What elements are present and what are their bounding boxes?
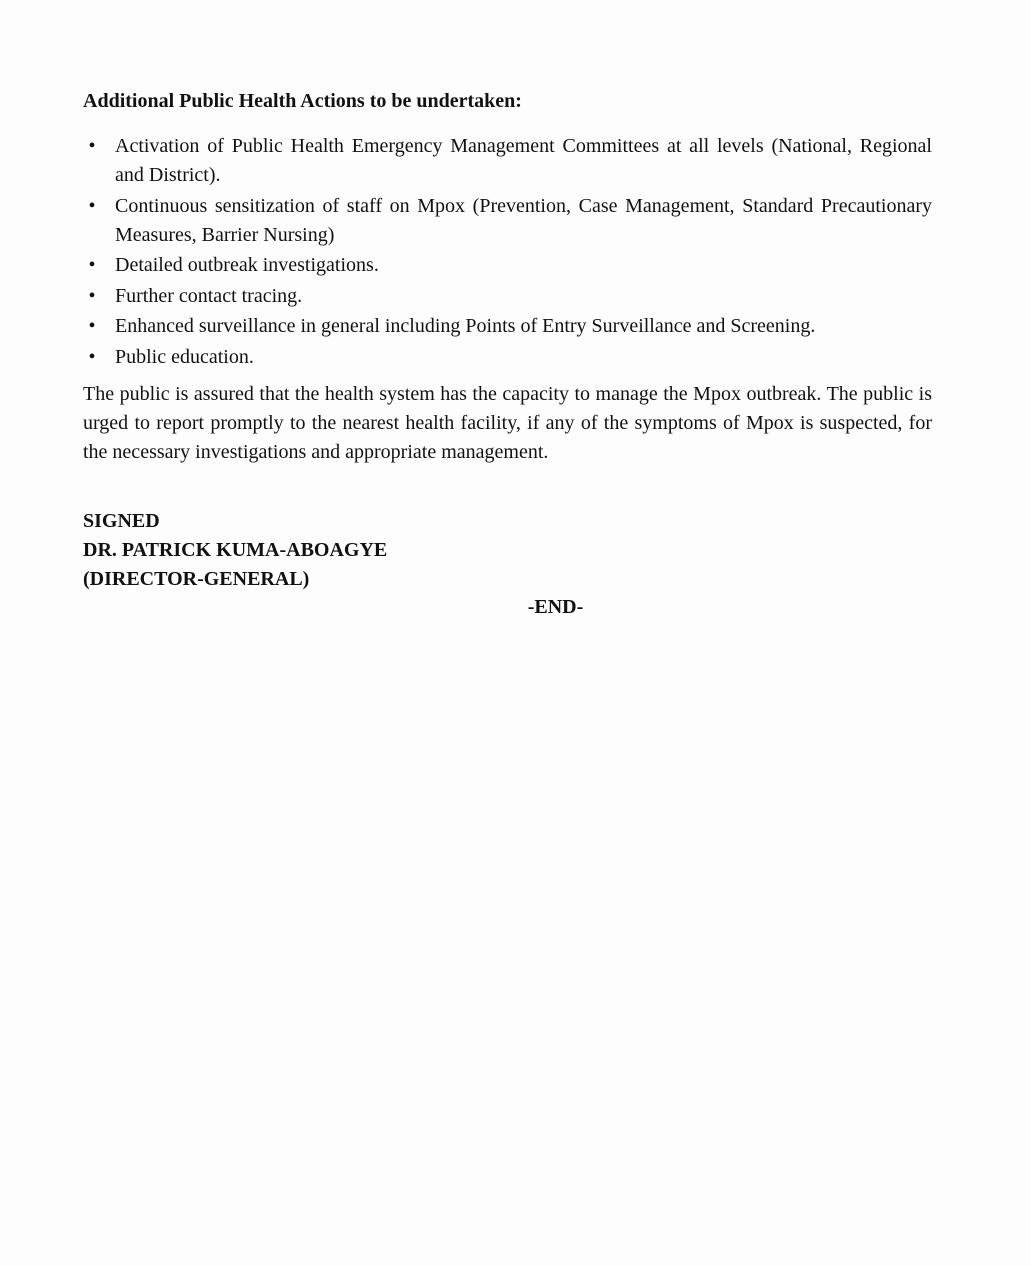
closing-paragraph: The public is assured that the health system has the capacity to manage the Mpox outbreak. The public is urged to report promptly to the nearest health facility, if any of the symptoms of Mpox is suspected, for the necessary investigations and appropriate management.	[83, 383, 932, 463]
bullet-icon: •	[88, 315, 96, 337]
list-item	[83, 251, 932, 280]
bullet-icon: •	[88, 254, 96, 276]
bullet-icon: •	[88, 284, 96, 307]
list-item-text: Further contact tracing.	[115, 284, 303, 307]
signature-block	[83, 507, 387, 594]
list-item-text: Detailed outbreak investigations.	[115, 254, 379, 276]
actions-list	[83, 132, 932, 373]
bullet-icon: •	[88, 194, 96, 217]
list-item-text: Public education.	[115, 345, 254, 368]
list-item	[83, 282, 932, 311]
signatory-title: (DIRECTOR-GENERAL)	[83, 568, 310, 590]
list-item	[83, 192, 932, 250]
list-item	[83, 343, 932, 372]
list-item-text: Activation of Public Health Emergency Management Committees at all levels (National, Regional and District).	[115, 135, 932, 186]
list-item	[83, 312, 932, 341]
section-heading: Additional Public Health Actions to be undertaken:	[83, 90, 522, 112]
list-item-text: Continuous sensitization of staff on Mpox (Prevention, Case Management, Standard Precautionary Measures, Barrier Nursing)	[115, 194, 932, 246]
signatory-name: DR. PATRICK KUMA-ABOAGYE	[83, 539, 388, 561]
bullet-icon: •	[88, 135, 96, 157]
list-item	[83, 132, 932, 190]
signed-label: SIGNED	[83, 510, 160, 532]
end-mark: -END-	[527, 596, 584, 618]
bullet-icon: •	[88, 345, 96, 368]
list-item-text: Enhanced surveillance in general including Points of Entry Surveillance and Screening.	[115, 315, 816, 337]
